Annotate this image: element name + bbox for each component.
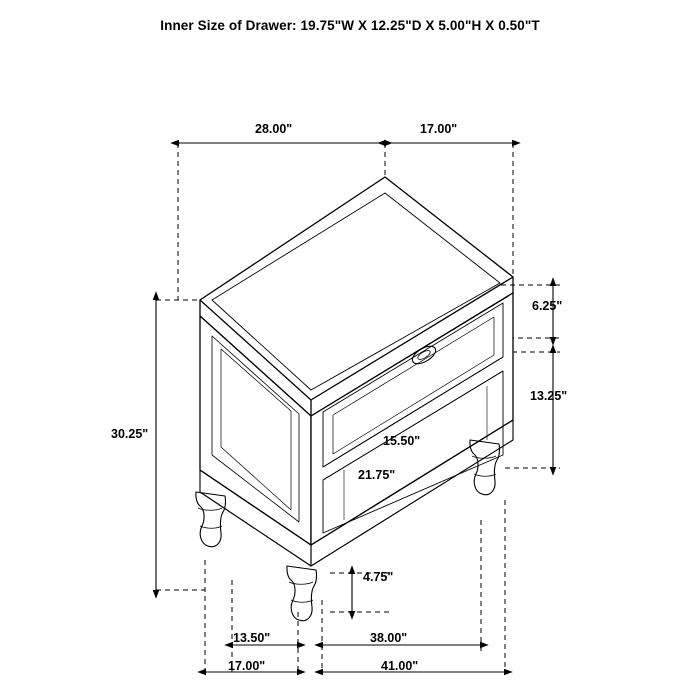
dim-bottom-outer-left: 17.00" [228,659,266,673]
page-title: Inner Size of Drawer: 19.75"W X 12.25"D X 5.00"H X 0.50"T [160,18,540,33]
dim-bottom-inner-left: 13.50" [233,631,271,645]
dim-right-upper: 6.25" [532,299,563,313]
nightstand-outline [196,177,513,621]
leg-front-center [287,566,317,621]
dim-top-right: 17.00" [420,122,458,136]
dim-left-height: 30.25" [111,427,149,441]
dim-interior-span: 21.75" [358,468,396,482]
dim-bottom-inner-right: 38.00" [370,631,408,645]
dim-right-lower: 13.25" [530,389,568,403]
dim-top-left: 28.00" [255,122,293,136]
leg-front-left [196,492,226,547]
dim-interior-width: 15.50" [383,434,421,448]
dim-bottom-outer-right: 41.00" [381,659,419,673]
dim-leg-height: 4.75" [363,570,394,584]
